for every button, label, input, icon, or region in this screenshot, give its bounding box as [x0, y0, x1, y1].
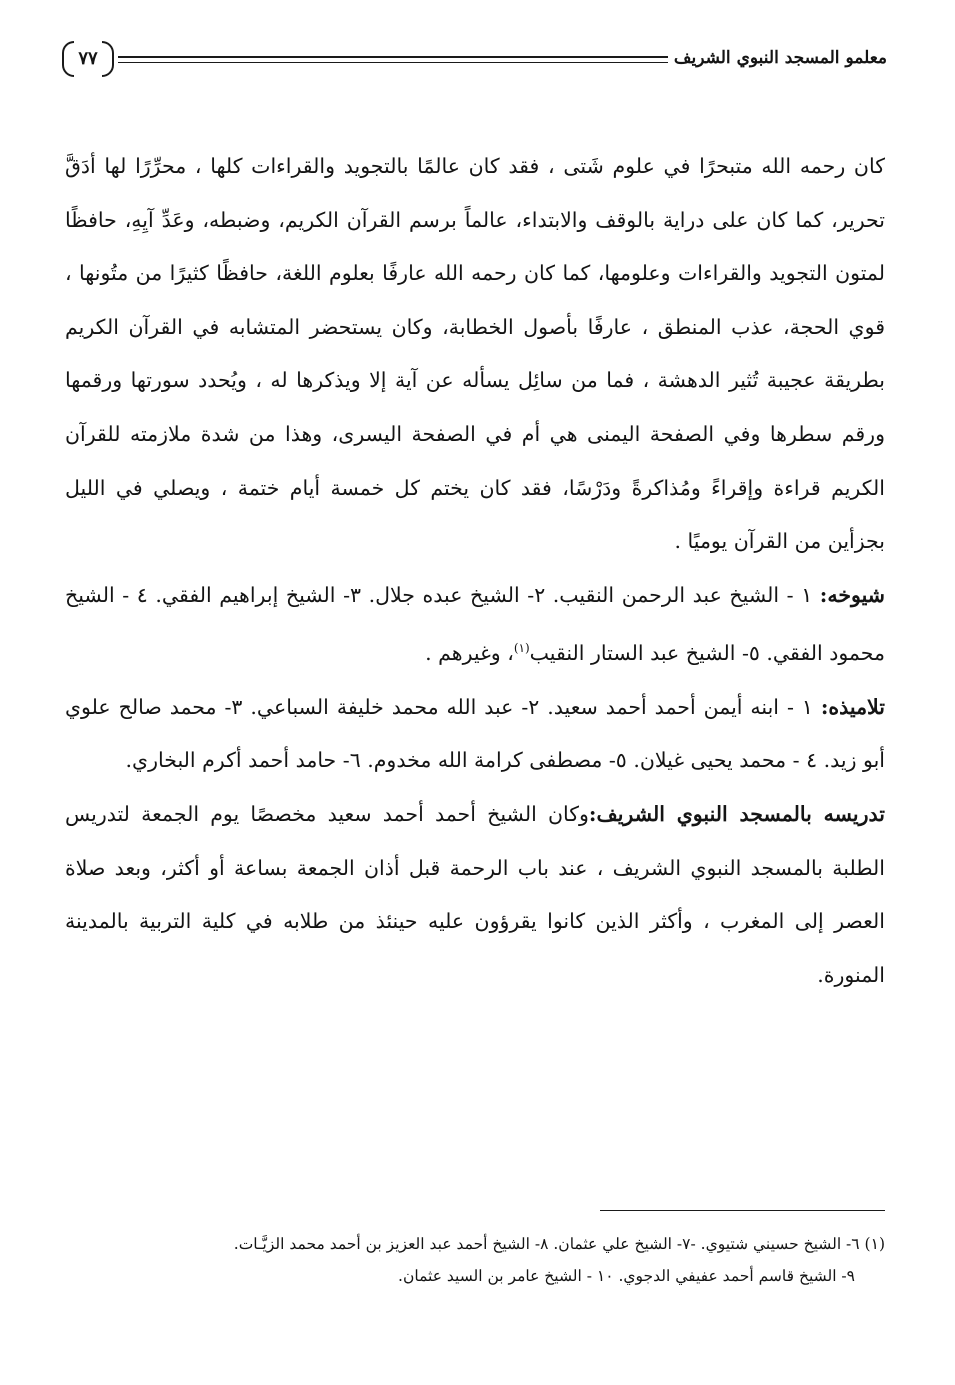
- students-text: ١ - ابنه أيمن أحمد أحمد سعيد. ٢- عبد الله محمد خليفة السباعي. ٣- محمد صالح علوي أبو زيد. ٤ - محمد يحيى غيلان. ٥- مصطفى كرامة الله مخدوم. ٦- حامد أحمد أكرم البخاري.: [65, 694, 885, 773]
- footnote-line-2: ٩- الشيخ قاسم أحمد عفيفي الدجوي. ١٠ - الشيخ عامر بن السيد عثمان.: [398, 1267, 855, 1285]
- students-label: تلاميذه:: [820, 694, 885, 719]
- footnote-ref: (١): [513, 641, 530, 656]
- biography-paragraph: كان رحمه الله متبحرًا في علوم شَتى ، فقد كان عالمًا بالتجويد والقراءات كلها ، محرِّرًا لها أدَقَّ تحرير، كما كان على دراية بالوقف والابتداء، عالماً برسم القرآن الكريم، وضبطه، وعَدِّ آيِهِ، حافظًا لمتون التجويد والقراءات وعلومها، كما كان رحمه الله عارفًا بعلوم اللغة، حافظًا كثيرًا من متُونها ، قوي الحجة، عذب المنطق ، عارفًا بأصول الخطابة، وكان يستحضر المتشابه في القرآن الكريم بطريقة عجيبة تُثير الدهشة ، فما من سائِل يسأله عن آية إلا ويذكرها له ، ويُحدد سورتها ورقمها ورقم سطرها وفي الصفحة اليمنى هي أم في الصفحة اليسرى، وهذا من شدة ملازمته للقرآن الكريم قراءة وإقراءً ومُذاكرةً ودَرْسًا، فقد كان يختم كل خمسة أيام ختمة ، ويصلي في الليل بجزأين من القرآن يوميًا .: [65, 154, 885, 554]
- page-number-frame: [62, 41, 114, 75]
- teaching-label: تدريسه بالمسجد النبوي الشريف:: [588, 801, 886, 826]
- students-paragraph: [65, 681, 885, 788]
- footnote-line-1: (١) ٦- الشيخ حسيني شتيوي. -٧- الشيخ علي عثمان. ٨- الشيخ أحمد عبد العزيز بن أحمد محمد الزيَّـات.: [233, 1235, 885, 1253]
- page-number: ٧٧: [78, 47, 98, 69]
- teachers-tail: ، وغيرهم .: [425, 641, 514, 666]
- header-rule: [118, 56, 668, 63]
- running-header: [62, 38, 887, 78]
- footnotes: [60, 1228, 885, 1292]
- teachers-paragraph: [65, 569, 885, 681]
- footnote-divider: [600, 1210, 885, 1211]
- teachers-text: ١ - الشيخ عبد الرحمن النقيب. ٢- الشيخ عبده جلال. ٣- الشيخ إبراهيم الفقي. ٤ - الشيخ محمود الفقي. ٥- الشيخ عبد الستار النقيب: [65, 582, 885, 666]
- main-text: [65, 140, 885, 1002]
- teaching-text: وكان الشيخ أحمد أحمد سعيد مخصصًا يوم الجمعة لتدريس الطلبة بالمسجد النبوي الشريف ، عند باب الرحمة قبل أذان الجمعة بساعة أو أكثر، وبعد صلاة العصر إلى المغرب ، وأكثر الذين كانوا يقرؤون عليه حينئذ من طلابه في كلية التربية بالمدينة المنورة.: [65, 801, 885, 987]
- teaching-paragraph: [65, 788, 885, 1002]
- teachers-label: شيوخه:: [819, 582, 885, 607]
- header-title: معلمو المسجد النبوي الشريف: [673, 48, 887, 68]
